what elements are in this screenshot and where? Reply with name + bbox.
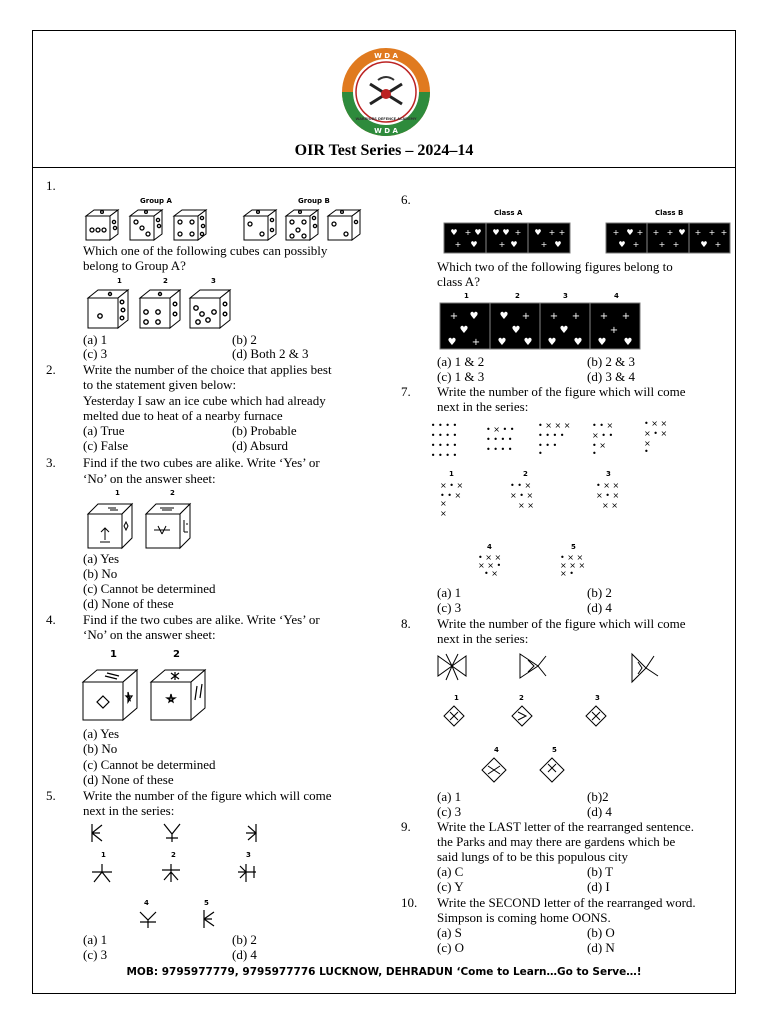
svg-text:♥: ♥ — [678, 228, 686, 237]
q1-option-cubes — [88, 290, 238, 330]
q8-opt-b: (b)2 — [587, 789, 609, 804]
q6-number: 6. — [401, 192, 411, 207]
q5-answer-figures-row2 — [136, 908, 236, 932]
q9-line1: Write the LAST letter of the rearranged sentence. — [437, 819, 694, 834]
q5-line1: Write the number of the figure which will come — [83, 788, 332, 803]
q8-opt-c: (c) 3 — [437, 804, 462, 819]
svg-text:• • •: • • • — [538, 441, 558, 450]
svg-text:× •: × • — [560, 569, 574, 578]
svg-text:+: + — [558, 228, 566, 237]
q5-series-figures — [88, 822, 288, 852]
q1-fig-label-2: 2 — [163, 277, 168, 285]
q7-fig-label-1: 1 — [449, 470, 454, 478]
q1-group-cubes — [86, 206, 376, 242]
q9-number: 9. — [401, 819, 411, 834]
svg-text:• × ×: • × × — [560, 553, 584, 562]
footer-contact: MOB: 9795977779, 9795977776 LUCKNOW, DEHRADUN ‘Come to Learn…Go to Serve…! — [126, 966, 642, 978]
q8-fig-label-1: 1 — [454, 694, 459, 702]
q2-line4: melted due to heat of a nearby furnace — [83, 408, 283, 423]
svg-text:+: + — [714, 240, 722, 249]
q2-number: 2. — [46, 362, 56, 377]
svg-text:× • ×: × • × — [510, 491, 534, 500]
q8-opt-a: (a) 1 — [437, 789, 462, 804]
q3-line2: ‘No’ on the answer sheet: — [83, 471, 216, 486]
svg-text:+: + — [652, 228, 660, 237]
q2-opt-c: (c) False — [83, 438, 129, 453]
q7-fig-label-2: 2 — [523, 470, 528, 478]
q6-line1: Which two of the following figures belong to — [437, 259, 673, 274]
svg-text:× • •: × • • — [592, 431, 614, 440]
svg-text:+: + — [548, 228, 556, 237]
svg-text:× • ×: × • × — [596, 491, 620, 500]
q6-fig-label-2: 2 — [515, 292, 520, 300]
q2-line2: to the statement given below: — [83, 377, 237, 392]
q4-line1: Find if the two cubes are alike. Write ‘Yes’ or — [83, 612, 320, 627]
svg-text:+: + — [521, 311, 531, 322]
svg-text:+: + — [672, 240, 680, 249]
svg-text:+: + — [540, 240, 548, 249]
svg-text:♥: ♥ — [618, 240, 626, 249]
q7-line2: next in the series: — [437, 399, 529, 414]
q8-answer-figures-row2 — [482, 756, 582, 786]
q4-opt-c: (c) Cannot be determined — [83, 757, 216, 772]
svg-text:+: + — [612, 228, 620, 237]
svg-text:♥: ♥ — [497, 337, 507, 348]
q4-number: 4. — [46, 612, 56, 627]
q3-fig-label-1: 1 — [115, 489, 120, 497]
svg-text:•: • — [644, 447, 649, 456]
svg-text:• × • •: • × • • — [486, 425, 515, 434]
svg-text:♥: ♥ — [626, 228, 634, 237]
q9-opt-c: (c) Y — [437, 879, 464, 894]
q7-number: 7. — [401, 384, 411, 399]
q5-opt-c: (c) 3 — [83, 947, 108, 962]
svg-text:♥: ♥ — [623, 337, 633, 348]
q1-group-b-label: Group B — [298, 197, 330, 205]
q5-number: 5. — [46, 788, 56, 803]
q10-opt-a: (a) S — [437, 925, 462, 940]
q7-answer-figures-row1 — [438, 480, 658, 520]
svg-text:♥: ♥ — [597, 337, 607, 348]
academy-logo — [340, 46, 432, 138]
q3-opt-a: (a) Yes — [83, 551, 120, 566]
q8-line2: next in the series: — [437, 631, 529, 646]
q3-cubes — [88, 504, 198, 548]
svg-text:♥: ♥ — [559, 325, 569, 336]
q9-opt-d: (d) I — [587, 879, 610, 894]
svg-text:× × •: × × • — [478, 561, 502, 570]
q9-opt-a: (a) C — [437, 864, 464, 879]
svg-text:♥: ♥ — [469, 311, 479, 322]
q2-line3: Yesterday I saw an ice cube which had already — [83, 393, 326, 408]
q9-opt-b: (b) T — [587, 864, 614, 879]
q6-option-figures — [440, 303, 640, 351]
q5-fig-label-2: 2 — [171, 851, 176, 859]
q6-class-figures — [444, 223, 734, 255]
q5-line2: next in the series: — [83, 803, 175, 818]
svg-text:• ×: • × — [484, 569, 498, 578]
svg-text:• • • •: • • • • — [486, 435, 513, 444]
q2-opt-b: (b) Probable — [232, 423, 297, 438]
q6-opt-a: (a) 1 & 2 — [437, 354, 485, 369]
q7-opt-a: (a) 1 — [437, 585, 462, 600]
header-divider — [32, 167, 736, 168]
q3-opt-d: (d) None of these — [83, 596, 174, 611]
q10-opt-b: (b) O — [587, 925, 615, 940]
q6-line2: class A? — [437, 274, 480, 289]
svg-text:+: + — [621, 311, 631, 322]
svg-text:+: + — [694, 228, 702, 237]
svg-text:+: + — [708, 228, 716, 237]
q6-fig-label-3: 3 — [563, 292, 568, 300]
q8-series-figures — [436, 652, 666, 686]
svg-text:+: + — [471, 337, 481, 348]
svg-text:♥: ♥ — [492, 228, 500, 237]
svg-text:♥: ♥ — [511, 325, 521, 336]
svg-text:• × × ×: • × × × — [538, 421, 571, 430]
svg-text:×: × — [440, 509, 447, 518]
svg-text:+: + — [666, 228, 674, 237]
q1-stem-line2: belong to Group A? — [83, 258, 186, 273]
svg-text:♥: ♥ — [502, 228, 510, 237]
svg-text:+: + — [464, 228, 472, 237]
svg-text:• • ×: • • × — [440, 491, 462, 500]
q5-fig-label-4: 4 — [144, 899, 149, 907]
svg-text:♥: ♥ — [523, 337, 533, 348]
q4-line2: ‘No’ on the answer sheet: — [83, 627, 216, 642]
svg-text:♥: ♥ — [499, 311, 509, 322]
svg-text:×: × — [440, 499, 447, 508]
q7-opt-d: (d) 4 — [587, 600, 612, 615]
q6-fig-label-1: 1 — [464, 292, 469, 300]
svg-text:• • • •: • • • • — [430, 431, 458, 440]
svg-text:+: + — [454, 240, 462, 249]
q9-line2: the Parks and may there are gardens which be — [437, 834, 676, 849]
q8-fig-label-5: 5 — [552, 746, 557, 754]
q5-opt-b: (b) 2 — [232, 932, 257, 947]
q10-opt-d: (d) N — [587, 940, 615, 955]
q6-class-b-label: Class B — [655, 209, 684, 217]
q3-line1: Find if the two cubes are alike. Write ‘Yes’ or — [83, 455, 320, 470]
svg-text:♥: ♥ — [547, 337, 557, 348]
q4-fig-label-2: 2 — [173, 649, 180, 660]
svg-text:♥: ♥ — [573, 337, 583, 348]
q10-number: 10. — [401, 895, 418, 910]
svg-text:♥: ♥ — [510, 240, 518, 249]
q8-answer-figures-row1 — [442, 704, 622, 732]
q2-opt-a: (a) True — [83, 423, 125, 438]
svg-text:+: + — [549, 311, 559, 322]
svg-text:• • ×: • • × — [592, 421, 614, 430]
svg-text:• × ×: • × × — [596, 481, 620, 490]
svg-text:• • ×: • • × — [510, 481, 532, 490]
svg-text:× × ×: × × × — [560, 561, 586, 570]
svg-text:♥: ♥ — [459, 325, 469, 336]
svg-text:× ×: × × — [602, 501, 618, 510]
q5-opt-d: (d) 4 — [232, 947, 257, 962]
q6-opt-b: (b) 2 & 3 — [587, 354, 636, 369]
q5-answer-figures-row1 — [90, 862, 290, 886]
q6-opt-d: (d) 3 & 4 — [587, 369, 636, 384]
q8-line1: Write the number of the figure which will come — [437, 616, 686, 631]
q6-opt-c: (c) 1 & 3 — [437, 369, 485, 384]
q5-fig-label-1: 1 — [101, 851, 106, 859]
svg-text:× ×: × × — [518, 501, 534, 510]
svg-text:♥: ♥ — [700, 240, 708, 249]
svg-text:• • • •: • • • • — [486, 445, 513, 454]
svg-text:+: + — [571, 311, 581, 322]
q2-line1: Write the number of the choice that applies best — [83, 362, 332, 377]
q1-opt-c: (c) 3 — [83, 346, 108, 361]
q1-opt-a: (a) 1 — [83, 332, 108, 347]
q4-opt-d: (d) None of these — [83, 772, 174, 787]
q3-fig-label-2: 2 — [170, 489, 175, 497]
q2-opt-d: (d) Absurd — [232, 438, 288, 453]
q1-number: 1. — [46, 178, 56, 193]
q8-fig-label-3: 3 — [595, 694, 600, 702]
q10-opt-c: (c) O — [437, 940, 465, 955]
q7-fig-label-3: 3 — [606, 470, 611, 478]
q4-cubes — [83, 670, 213, 720]
svg-text:• • • •: • • • • — [430, 421, 458, 430]
svg-text:× • ×: × • × — [644, 429, 668, 438]
q5-opt-a: (a) 1 — [83, 932, 108, 947]
q1-stem-line1: Which one of the following cubes can possibly — [83, 243, 328, 258]
svg-text:• • • •: • • • • — [430, 441, 458, 450]
q3-opt-b: (b) No — [83, 566, 118, 581]
q7-series-figures — [430, 419, 680, 464]
q10-line1: Write the SECOND letter of the rearranged word. — [437, 895, 696, 910]
svg-text:+: + — [632, 240, 640, 249]
q8-number: 8. — [401, 616, 411, 631]
q4-fig-label-1: 1 — [110, 649, 117, 660]
q1-opt-d: (d) Both 2 & 3 — [232, 346, 309, 361]
q8-opt-d: (d) 4 — [587, 804, 612, 819]
svg-text:• × ×: • × × — [478, 553, 502, 562]
q7-fig-label-5: 5 — [571, 543, 576, 551]
svg-text:♥: ♥ — [554, 240, 562, 249]
q7-line1: Write the number of the figure which will come — [437, 384, 686, 399]
logo-top-text: W D A — [374, 52, 398, 60]
svg-text:•: • — [592, 449, 597, 458]
svg-text:+: + — [609, 325, 619, 336]
q4-opt-a: (a) Yes — [83, 726, 120, 741]
svg-text:+: + — [599, 311, 609, 322]
q7-opt-b: (b) 2 — [587, 585, 612, 600]
svg-text:•: • — [538, 449, 543, 458]
q7-opt-c: (c) 3 — [437, 600, 462, 615]
svg-text:♥: ♥ — [474, 228, 482, 237]
logo-bottom-text: W D A — [374, 127, 398, 135]
svg-text:• • • •: • • • • — [430, 451, 458, 460]
logo-ring-text: WARRIORS DEFENCE ACADEMY — [355, 117, 417, 121]
q7-answer-figures-row2 — [476, 552, 616, 582]
svg-text:+: + — [636, 228, 644, 237]
svg-text:• × ×: • × × — [644, 419, 668, 428]
q10-line2: Simpson is coming home OONS. — [437, 910, 611, 925]
svg-text:×: × — [644, 439, 651, 448]
svg-text:+: + — [720, 228, 728, 237]
page-title: OIR Test Series – 2024–14 — [294, 142, 474, 159]
svg-text:• • • •: • • • • — [538, 431, 565, 440]
q1-fig-label-3: 3 — [211, 277, 216, 285]
q5-fig-label-3: 3 — [246, 851, 251, 859]
svg-text:♥: ♥ — [447, 337, 457, 348]
svg-text:♥: ♥ — [450, 228, 458, 237]
q1-opt-b: (b) 2 — [232, 332, 257, 347]
svg-text:• ×: • × — [592, 441, 606, 450]
svg-text:× • ×: × • × — [440, 481, 464, 490]
svg-text:+: + — [514, 228, 522, 237]
svg-text:+: + — [498, 240, 506, 249]
q8-fig-label-4: 4 — [494, 746, 499, 754]
q5-fig-label-5: 5 — [204, 899, 209, 907]
q1-fig-label-1: 1 — [117, 277, 122, 285]
q1-group-a-label: Group A — [140, 197, 172, 205]
svg-text:♥: ♥ — [534, 228, 542, 237]
svg-text:+: + — [658, 240, 666, 249]
q8-fig-label-2: 2 — [519, 694, 524, 702]
svg-text:♥: ♥ — [470, 240, 478, 249]
q3-number: 3. — [46, 455, 56, 470]
q6-fig-label-4: 4 — [614, 292, 619, 300]
q9-line3: said lungs of to be this populous city — [437, 849, 629, 864]
q6-class-a-label: Class A — [494, 209, 523, 217]
q3-opt-c: (c) Cannot be determined — [83, 581, 216, 596]
q7-fig-label-4: 4 — [487, 543, 492, 551]
svg-text:+: + — [449, 311, 459, 322]
q4-opt-b: (b) No — [83, 741, 118, 756]
